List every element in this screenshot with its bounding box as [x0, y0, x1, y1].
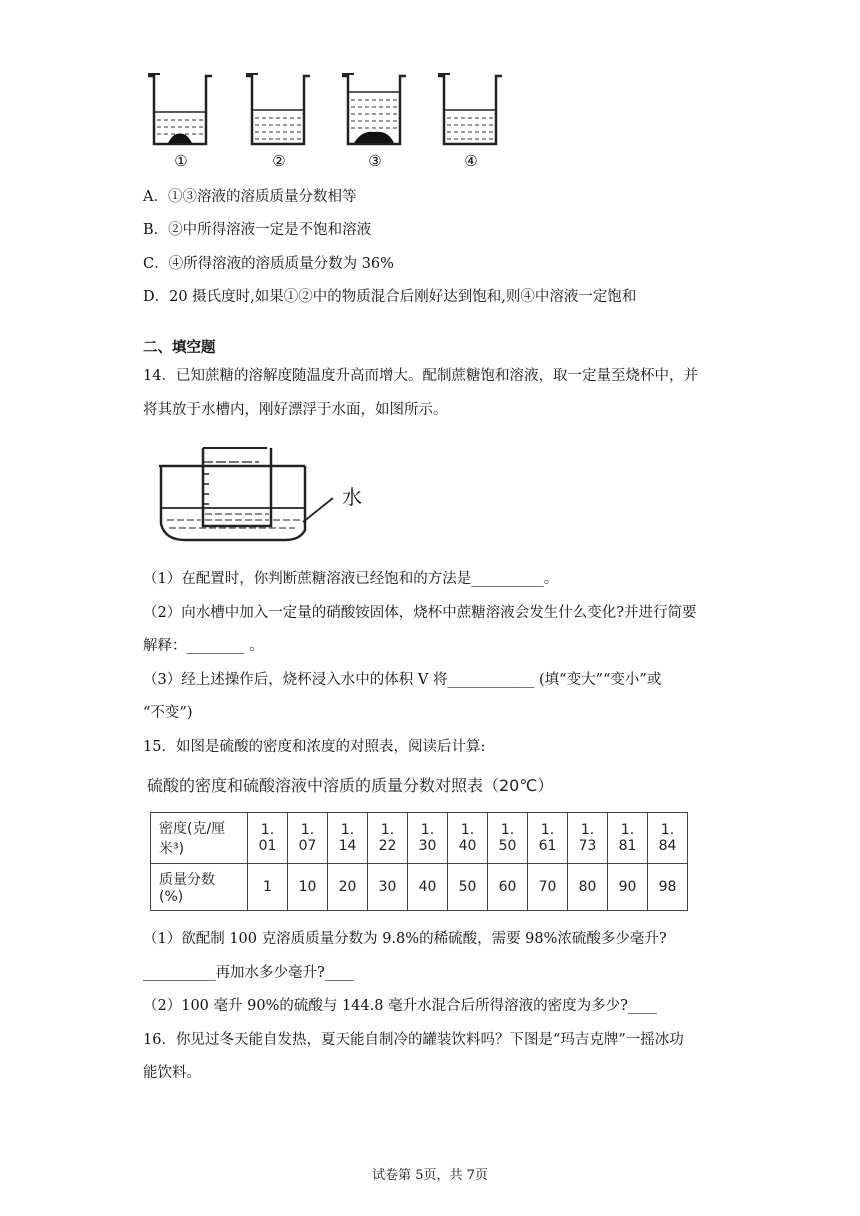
density-top: 1. — [620, 822, 635, 838]
density-bottom: 50 — [498, 838, 517, 854]
option-d: D．20 摄氏度时,如果①②中的物质混合后刚好达到饱和,则④中溶液一定饱和 — [143, 289, 637, 305]
mass-fraction-cell: 98 — [648, 864, 688, 911]
option-c: C．④所得溶液的溶质质量分数为 36% — [143, 256, 394, 272]
row-header-density-line1: 密度(克/厘 — [159, 821, 226, 837]
density-table — [150, 812, 688, 911]
density-cell — [488, 813, 528, 864]
density-top: 1. — [580, 822, 595, 838]
beaker-label-1: ① — [174, 152, 188, 170]
option-a: A．①③溶液的溶质质量分数相等 — [143, 189, 357, 205]
q16-stem-line2: 能饮料。 — [143, 1065, 201, 1081]
density-cell — [528, 813, 568, 864]
q15-stem: 15．如图是硫酸的密度和浓度的对照表，阅读后计算: — [143, 739, 486, 755]
beaker-1 — [148, 74, 212, 144]
density-cell — [288, 813, 328, 864]
q14-sub2-line1: （2）向水槽中加入一定量的硝酸铵固体，烧杯中蔗糖溶液会发生什么变化?并进行简要 — [143, 605, 697, 621]
q14-stem-line1: 14．已知蔗糖的溶解度随温度升高而增大。配制蔗糖饱和溶液，取一定量至烧杯中，并 — [143, 368, 698, 384]
water-label: 水 — [342, 485, 362, 509]
mass-fraction-cell: 1 — [248, 864, 288, 911]
density-bottom: 30 — [418, 838, 437, 854]
density-top: 1. — [500, 822, 515, 838]
mass-fraction-cell: 30 — [368, 864, 408, 911]
beaker-label-2: ② — [272, 152, 286, 170]
density-bottom: 73 — [578, 838, 597, 854]
beaker-3 — [342, 74, 406, 144]
q16-stem-line1: 16．你见过冬天能自发热，夏天能自制冷的罐装饮料吗？下图是“玛吉克牌”一摇冰功 — [143, 1032, 684, 1048]
table-row-density — [151, 813, 688, 864]
density-top: 1. — [260, 822, 275, 838]
mass-fraction-cell: 10 — [288, 864, 328, 911]
density-cell — [448, 813, 488, 864]
mass-fraction-cell: 20 — [328, 864, 368, 911]
density-cell — [408, 813, 448, 864]
density-bottom: 22 — [378, 838, 397, 854]
q15-sub1-line1: （1）欲配制 100 克溶质质量分数为 9.8%的稀硫酸，需要 98%浓硫酸多少毫升? — [143, 931, 667, 947]
row-header-mass-line1: 质量分数 — [159, 872, 215, 888]
beaker-4 — [438, 74, 502, 144]
beaker-label-3: ③ — [368, 152, 382, 170]
density-bottom: 81 — [618, 838, 637, 854]
mass-fraction-cell: 80 — [568, 864, 608, 911]
beaker-2 — [246, 74, 310, 144]
q14-sub3-line2: “不变”) — [143, 705, 193, 721]
table-title: 硫酸的密度和硫酸溶液中溶质的质量分数对照表（20℃） — [147, 776, 554, 795]
q14-sub2-line2: 解释：________ 。 — [143, 638, 264, 654]
density-top: 1. — [660, 822, 675, 838]
density-bottom: 84 — [658, 838, 677, 854]
density-cell — [328, 813, 368, 864]
density-top: 1. — [460, 822, 475, 838]
q14-stem-line2: 将其放于水槽内，刚好漂浮于水面，如图所示。 — [143, 402, 448, 418]
density-bottom: 40 — [458, 838, 477, 854]
section-title: 二、填空题 — [143, 339, 216, 356]
density-cell — [368, 813, 408, 864]
density-top: 1. — [540, 822, 555, 838]
mass-fraction-cell: 60 — [488, 864, 528, 911]
mass-fraction-cell: 40 — [408, 864, 448, 911]
density-bottom: 61 — [538, 838, 557, 854]
mass-fraction-cell: 90 — [608, 864, 648, 911]
density-cell — [608, 813, 648, 864]
row-header-mass-fraction — [151, 864, 248, 911]
density-bottom: 01 — [258, 838, 277, 854]
q14-sub1: （1）在配置时，你判断蔗糖溶液已经饱和的方法是__________。 — [143, 571, 559, 587]
row-header-density-line2: 米³) — [159, 841, 185, 857]
q15-sub1-line2: __________再加水多少毫升?____ — [143, 965, 354, 981]
density-top: 1. — [420, 822, 435, 838]
density-cell — [568, 813, 608, 864]
density-top: 1. — [340, 822, 355, 838]
mass-fraction-cell: 70 — [528, 864, 568, 911]
beaker-label-4: ④ — [464, 152, 478, 170]
density-top: 1. — [380, 822, 395, 838]
density-top: 1. — [300, 822, 315, 838]
option-b: B．②中所得溶液一定是不饱和溶液 — [143, 222, 372, 238]
table-row-mass-fraction — [151, 864, 688, 911]
page-footer: 试卷第 5页，共 7页 — [372, 1168, 488, 1183]
row-header-density — [151, 813, 248, 864]
density-bottom: 14 — [338, 838, 357, 854]
mass-fraction-cell: 50 — [448, 864, 488, 911]
row-header-mass-line2: (%) — [159, 889, 184, 905]
density-cell — [248, 813, 288, 864]
density-cell — [648, 813, 688, 864]
q15-sub2: （2）100 毫升 90%的硫酸与 144.8 毫升水混合后所得溶液的密度为多少?____ — [143, 998, 657, 1014]
density-bottom: 07 — [298, 838, 317, 854]
q14-sub3-line1: （3）经上述操作后，烧杯浸入水中的体积 V 将____________ (填“变大”“变小”或 — [143, 672, 662, 688]
